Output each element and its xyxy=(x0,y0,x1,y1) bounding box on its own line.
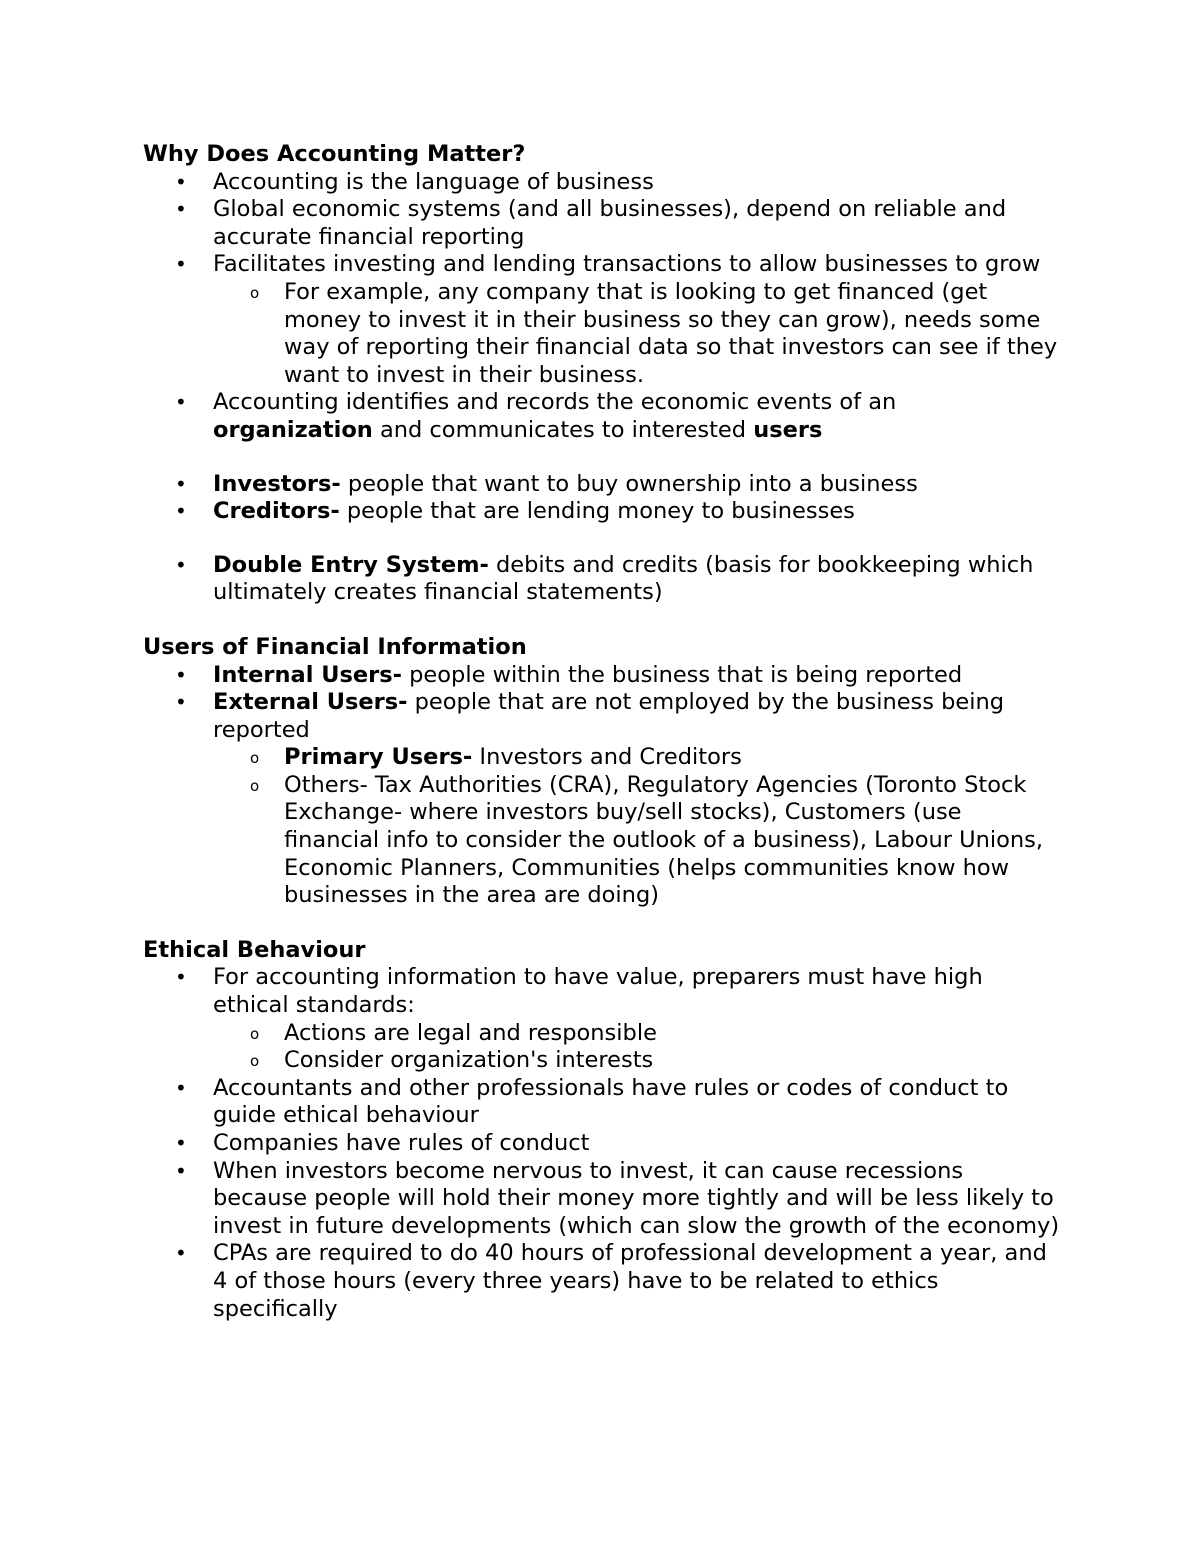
term-organization: organization xyxy=(213,416,373,443)
item-text: Actions are legal and responsible xyxy=(284,1019,657,1046)
item-text: Investors and Creditors xyxy=(472,744,742,771)
list-item xyxy=(175,470,1063,499)
list-item xyxy=(175,498,1063,526)
item-text: people that are lending money to businesses xyxy=(339,498,855,525)
bullet-icon: • xyxy=(175,169,187,194)
section-why-accounting-matters xyxy=(143,141,1063,607)
list-item xyxy=(175,168,1063,197)
spacer xyxy=(143,910,1063,937)
list-item xyxy=(175,1074,1063,1130)
term-primary-users: Primary Users- xyxy=(284,744,473,771)
item-text: people that want to buy ownership into a business xyxy=(340,470,918,497)
sub-bullet-list xyxy=(213,744,1063,910)
list-item xyxy=(175,689,1063,910)
spacer xyxy=(143,526,1063,552)
bullet-list xyxy=(143,169,1063,445)
list-item xyxy=(175,551,1063,607)
section-users-of-financial-information xyxy=(143,634,1063,910)
list-item xyxy=(175,389,1063,444)
list-item xyxy=(175,1130,1063,1158)
sub-bullet-icon: o xyxy=(250,749,260,768)
section-heading: Why Does Accounting Matter? xyxy=(143,141,526,167)
term-creditors: Creditors- xyxy=(213,498,340,525)
bullet-icon: • xyxy=(175,1075,187,1100)
bullet-icon: • xyxy=(175,662,187,687)
sub-list-item xyxy=(250,1047,1063,1075)
item-text: For accounting information to have value, preparers must have high ethical standards: xyxy=(213,964,983,1019)
list-item xyxy=(175,251,1063,389)
spacer xyxy=(143,607,1063,634)
bullet-list xyxy=(143,662,1063,910)
item-text: Accounting is the language of business xyxy=(213,168,654,195)
bullet-icon: • xyxy=(175,552,187,577)
list-item xyxy=(175,196,1063,251)
bullet-list xyxy=(143,964,1063,1323)
term-investors: Investors- xyxy=(213,470,341,497)
spacer xyxy=(143,445,1063,471)
item-text: people within the business that is being reported xyxy=(402,661,963,688)
item-text: Others- Tax Authorities (CRA), Regulatory Agencies (Toronto Stock Exchange- where investors buy/sell stocks), Customers (use financial info to consider the outlook of a business), Labour Unions, Economic Planners, Communities (helps communities know how businesses in the area are doing) xyxy=(284,771,1044,909)
sub-bullet-icon: o xyxy=(250,1052,260,1071)
item-text: CPAs are required to do 40 hours of professional development a year, and 4 of those hours (every three years) have to be related to ethics specifically xyxy=(213,1240,1047,1322)
bullet-icon: • xyxy=(175,197,187,222)
sub-bullet-icon: o xyxy=(250,283,260,302)
list-item xyxy=(175,1240,1063,1323)
bullet-list xyxy=(143,471,1063,526)
bullet-icon: • xyxy=(175,965,187,990)
item-text: people that are not employed by the business being reported xyxy=(213,689,1005,743)
bullet-icon: • xyxy=(175,1131,187,1155)
sub-list-item xyxy=(250,744,1063,772)
item-text: Accountants and other professionals have rules or codes of conduct to guide ethical behaviour xyxy=(213,1074,1009,1129)
item-text: For example, any company that is looking to get financed (get money to invest it in their business so they can grow), needs some way of reporting their financial data so that investors can see if they want to invest in their business. xyxy=(284,278,1058,388)
list-item xyxy=(175,964,1063,1074)
term-users: users xyxy=(753,416,823,443)
sub-bullet-list xyxy=(213,1020,1063,1075)
bullet-icon: • xyxy=(175,390,187,415)
sub-list-item xyxy=(250,278,1063,389)
sub-bullet-icon: o xyxy=(250,776,260,795)
item-text: debits and credits (basis for bookkeeping which ultimately creates financial statements) xyxy=(213,551,1034,606)
list-item xyxy=(175,1157,1063,1241)
bullet-icon: • xyxy=(175,471,187,496)
section-heading: Ethical Behaviour xyxy=(143,936,366,963)
sub-bullet-list xyxy=(213,279,1063,389)
bullet-icon: • xyxy=(175,499,187,524)
sub-list-item xyxy=(250,1019,1063,1048)
list-item xyxy=(175,661,1063,690)
item-text: Global economic systems (and all businesses), depend on reliable and accurate financial reporting xyxy=(213,196,1007,250)
term-external-users: External Users- xyxy=(213,689,408,716)
item-text: Facilitates investing and lending transactions to allow businesses to grow xyxy=(213,251,1041,278)
sub-bullet-icon: o xyxy=(250,1024,260,1043)
item-text: When investors become nervous to invest, it can cause recessions because people will hold their money more tightly and will be less likely to invest in future developments (which can slow the growth of the economy) xyxy=(213,1157,1060,1239)
term-internal-users: Internal Users- xyxy=(213,661,402,688)
bullet-icon: • xyxy=(175,1241,187,1266)
item-text: Consider organization's interests xyxy=(284,1047,654,1074)
bullet-icon: • xyxy=(175,690,187,715)
section-heading: Users of Financial Information xyxy=(143,633,527,660)
bullet-list xyxy=(143,552,1063,607)
sub-list-item xyxy=(250,771,1063,910)
item-text: Accounting identifies and records the economic events of an xyxy=(213,389,897,416)
section-ethical-behaviour xyxy=(143,937,1063,1323)
item-text: Companies have rules of conduct xyxy=(213,1130,590,1156)
bullet-icon: • xyxy=(175,252,187,277)
item-text: and communicates to interested xyxy=(372,416,754,443)
bullet-icon: • xyxy=(175,1158,187,1183)
document-page xyxy=(143,141,1063,1323)
term-double-entry: Double Entry System- xyxy=(213,551,489,578)
